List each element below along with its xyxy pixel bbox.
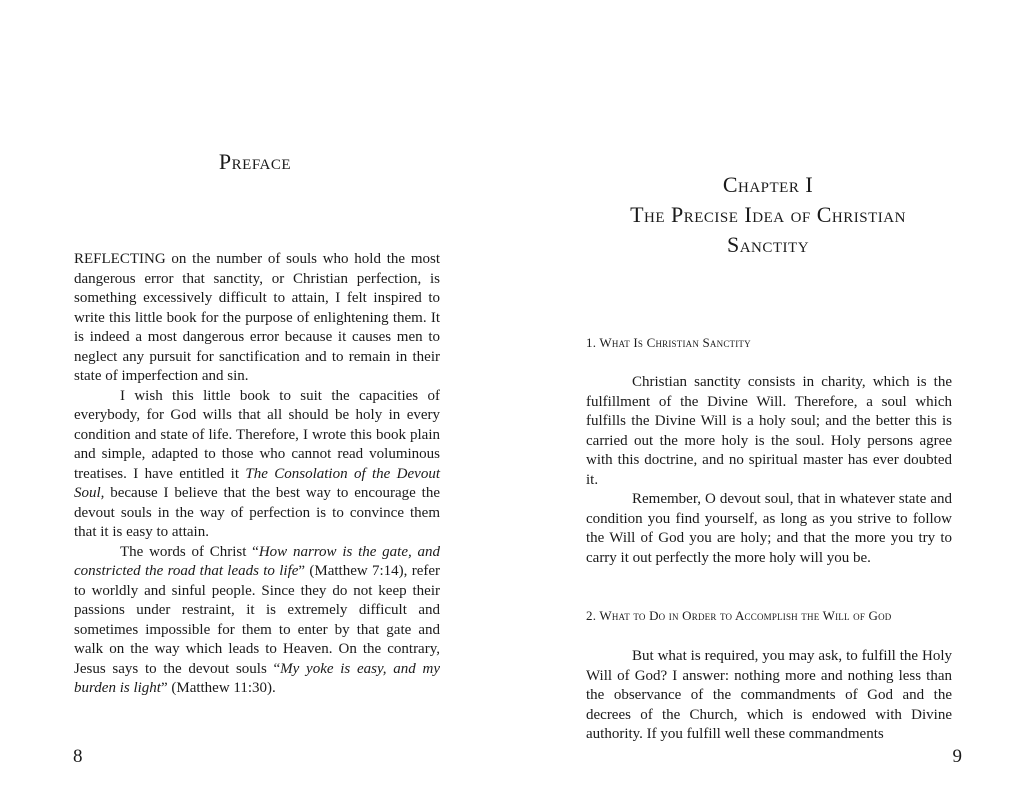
- preface-body: [74, 250, 440, 699]
- section-1-body: [586, 373, 952, 568]
- right-page: [512, 0, 1024, 805]
- text-run: REFLECTING on the number of souls who hold the most dangerous error that sanctity, or Christian perfection, is something excessively difficult to attain, I felt inspired to write this little book for the purpose of enlightening them. It is indeed a most dangerous error because it causes men to neglect any pursuit for sanctification and to remain in their state of imperfection and sin.: [74, 251, 440, 384]
- text-run: But what is required, you may ask, to fulfill the Holy Will of God? I answer: nothing more and nothing less than the observance of the commandments of God and the decrees of the Church, which is endowed with Divine authority. If you fulfill well these commandments: [586, 648, 952, 742]
- text-run: I wish this little book to suit the capacities of everybody, for God wills that all should be holy in every condition and state of life. Therefore, I wrote this book plain and simple, adapted to those who cannot read voluminous treatises. I have entitled it: [74, 387, 440, 482]
- paragraph: [74, 250, 440, 387]
- chapter-number: Chapter I: [722, 172, 814, 197]
- text-run: ” (Matthew 7:14), refer to worldly and sinful people. Since they do not keep their passions under restraint, it is extremely difficult and sometimes impossible for them to enter by that gate and walk on the way which leads to Heaven. On the contrary, Jesus says to the devout souls “: [74, 563, 440, 677]
- italic-text: How narrow is the gate, and constricted the road that leads to life: [74, 543, 440, 579]
- chapter-title-line2: Sanctity: [726, 232, 810, 257]
- text-run: ” (Matthew 11:30).: [160, 680, 276, 696]
- paragraph: [586, 647, 952, 745]
- paragraph: [586, 490, 952, 568]
- italic-text: My yoke is easy, and my burden is light: [74, 660, 440, 696]
- section-2-body: [586, 647, 952, 745]
- text-run: Christian sanctity consists in charity, which is the fulfillment of the Divine Will. Therefore, a soul which fulfills the Divine Will is a holy soul; and the better this is carried out the more holy is the soul. Holy persons agree with this doctrine, and no spiritual master has ever doubted it.: [586, 374, 952, 488]
- paragraph: [74, 387, 440, 543]
- text-run: The words of Christ “: [120, 543, 259, 560]
- text-run: Remember, O devout soul, that in whatever state and condition you find yourself, as long as you strive to follow the Will of God you are holy; and that the more you try to carry it out perfectly the more holy will you be.: [586, 491, 952, 566]
- italic-text: The Consolation of the Devout Soul,: [74, 465, 441, 501]
- page-number-right: 9: [952, 746, 962, 767]
- paragraph: [74, 543, 440, 699]
- preface-title: Preface: [218, 149, 292, 174]
- section-1-heading: 1. What Is Christian Sanctity: [586, 335, 751, 350]
- paragraph: [586, 373, 952, 490]
- text-run: because I believe that the best way to encourage the devout souls in the way of perfection is to convince them that it is easy to attain.: [74, 485, 440, 540]
- section-2-heading: 2. What to Do in Order to Accomplish the Will of God: [586, 608, 892, 623]
- page-number-left: 8: [73, 746, 83, 767]
- chapter-title-line1: The Precise Idea of Christian: [630, 202, 906, 227]
